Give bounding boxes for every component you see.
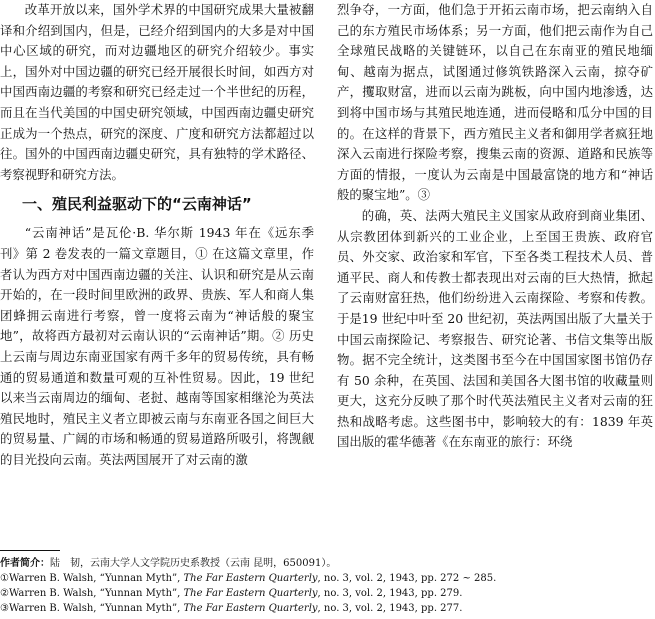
yunnan-myth-paragraph: “云南神话”是瓦伦·B. 华尔斯 1943 年在《远东季刊》第 2 卷发表的一篇文章题目，① 在这篇文章里，作者认为西方对中国西南边疆的关注、认识和研究是从云南开始的，在一段时间里欧洲的政界、贵族、军人和商人集团蜂拥云南进行考察，曾一度将云南为“神话般的聚宝地”，故将西方最初对云南认识的“云南神话”期。② 历史上云南与周边东南亚国家有两千多年的贸易传统，具有畅通的贸易通道和数量可观的互补性贸易。因此，19 世纪以来当云南周边的缅甸、老挝、越南等国家相继沦为英法殖民地时，殖民主义者立即被云南与东南亚各国之间巨大的贸易量、广阔的市场和畅通的贸易道路所吸引，将觊觎的目光投向云南。英法两国展开了对云南的激 [0, 225, 314, 467]
section-heading: 一、殖民利益驱动下的“云南神话” [22, 195, 252, 214]
footnote-2 [0, 586, 655, 601]
footnote-1-journal: The Far Eastern Quarterly [183, 573, 318, 584]
footnote-3-journal: The Far Eastern Quarterly [183, 603, 318, 614]
author-label: 作者简介： [0, 558, 50, 569]
footnotes [0, 556, 655, 616]
right-column [337, 0, 653, 453]
footnote-1 [0, 571, 655, 586]
footnote-2-post: , no. 3, vol. 2, 1943, pp. 279. [317, 588, 463, 599]
author-text: 陆 韧，云南大学人文学院历史系教授（云南 昆明，650091）。 [50, 558, 337, 569]
footnote-3 [0, 601, 655, 616]
footnote-1-pre: ①Warren B. Walsh, “Yunnan Myth”, [0, 573, 184, 584]
publications-paragraph: 的确，英、法两大殖民主义国家从政府到商业集团、从宗教团体到新兴的工业企业，上至国王贵族、政府官员、外交家、政治家和军官，下至各类工程技术人员、普通平民、商人和传教士都表现出对云南的巨大热情，掀起了云南财富狂热，他们纷纷进入云南探险、考察和传教。于是19 世纪中叶至 20 世纪初，英法两国出版了大量关于中国云南探险记、考察报告、研究论著、书信文集等出版物。据不完全统计，这类图书至今在中国国家图书馆仍存有 50 余种，在英国、法国和美国各大图书馆的收藏量则更大，这充分反映了那个时代英法殖民主义者对云南的狂热和战略考虑。这些图书中，影响较大的有：1839 年英国出版的霍华德著《在东南亚的旅行：环绕 [337, 207, 653, 450]
footnote-3-pre: ③Warren B. Walsh, “Yunnan Myth”, [0, 603, 184, 614]
intro-paragraph: 改革开放以来，国外学术界的中国研究成果大量被翻译和介绍到国内，但是，已经介绍到国内的大多是对中国中心区域的研究，而对边疆地区的研究介绍较少。事实上，国外对中国边疆的研究已经开展很长时间，如西方对中国西南边疆的考察和研究已经走过一个半世纪的历程，而且在当代美国的中国史研究领域，中国西南边疆史研究正成为一个热点，研究的深度、广度和研究方法都超过以往。国外的中国西南边疆史研究，具有独特的学术路径、考察视野和研究方法。 [0, 2, 314, 182]
left-column [0, 0, 314, 470]
footnote-1-post: , no. 3, vol. 2, 1943, pp. 272 ~ 285. [317, 573, 497, 584]
footnote-rule [0, 550, 60, 551]
footnote-3-post: , no. 3, vol. 2, 1943, pp. 277. [317, 603, 463, 614]
footnote-2-journal: The Far Eastern Quarterly [183, 588, 318, 599]
continued-paragraph: 烈争夺，一方面，他们急于开拓云南市场，把云南纳入自己的东方殖民市场体系；另一方面，他们把云南作为自己全球殖民战略的关键链环，以自己在东南亚的殖民地缅甸、越南为据点，试图通过修筑铁路深入云南，掠夺矿产，攫取财富，进而以云南为跳板，向中国内地渗透，达到将中国市场与其殖民地连通，进而侵略和瓜分中国的目的。在这样的背景下，西方殖民主义者和御用学者疯狂地深入云南进行探险考察，搜集云南的资源、道路和民族等方面的情报，一度认为云南是中国最富饶的地方和“神话般的聚宝地”。③ [337, 2, 653, 203]
footnote-2-pre: ②Warren B. Walsh, “Yunnan Myth”, [0, 588, 184, 599]
author-note [0, 556, 655, 571]
